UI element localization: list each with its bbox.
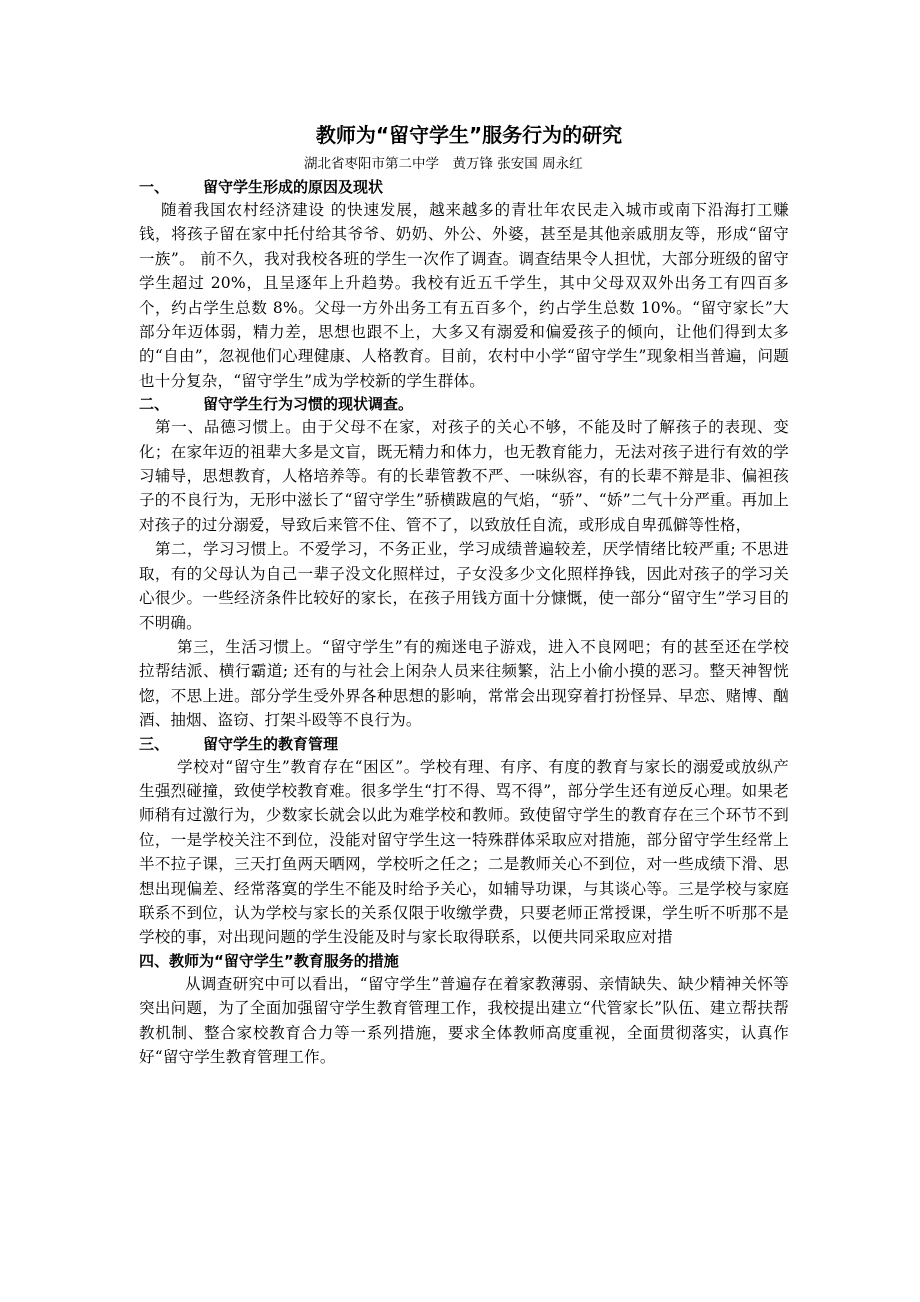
paragraph: 第二，学习习惯上。不爱学习，不务正业，学习成绩普遍较差，厌学情绪比较严重; 不思进取，有的父母认为自己一辈子没文化照样过，子女没多少文化照样挣钱，因此对孩子的学习关心很少。一些经济条件比较好的家长，在孩子用钱方面十分慷慨，使一部分“留守生”学习目的不明确。 (139, 540, 789, 632)
section-heading (139, 393, 789, 415)
section-number: 四、 (139, 951, 170, 970)
document-authors: 湖北省枣阳市第二中学 黄万锋 张安国 周永红 (304, 156, 583, 172)
section-title: 留守学生的教育管理 (203, 734, 339, 753)
section-title: 留守学生行为习惯的现状调查。 (203, 395, 414, 414)
section-4 (139, 950, 789, 1070)
section-number: 二、 (139, 395, 170, 414)
section-2 (139, 393, 789, 732)
paragraph: 从调查研究中可以看出，“留守学生”普遍存在着家教薄弱、亲情缺失、缺少精神关怀等突出问题，为了全面加强留守学生教育管理工作，我校提出建立“代管家长”队伍、建立帮扶帮教机制、整合家校教育合力等一系列措施，要求全体教师高度重视，全面贯彻落实，认真作好“留守学生教育管理工作。 (139, 974, 789, 1066)
paragraph: 学校对“留守生”教育存在“困区”。学校有理、有序、有度的教育与家长的溺爱或放纵产生强烈碰撞，致使学校教育难。很多学生“打不得、骂不得”，部分学生还有逆反心理。如果老师稍有过激行为，少数家长就会以此为难学校和教师。致使留守学生的教育存在三个环节不到位，一是学校关注不到位，没能对留守学生这一特殊群体采取应对措施，部分留守学生经常上半不拉子课，三天打鱼两天晒网，学校听之任之；二是教师关心不到位，对一些成绩下滑、思想出现偏差、经常落寞的学生不能及时给予关心，如辅导功课，与其谈心等。三是学校与家庭联系不到位，认为学校与家长的关系仅限于收缴学费，只要老师正常授课，学生听不听那不是学校的事，对出现问题的学生没能及时与家长取得联系，以便共同采取应对措 (139, 757, 789, 947)
section-1 (139, 176, 789, 393)
paragraph: 第三，生活习惯上。“留守学生”有的痴迷电子游戏，进入不良网吧；有的甚至还在学校拉帮结派、横行霸道; 还有的与社会上闲杂人员来往频繁，沾上小偷小摸的恶习。整天神智恍惚，不思上进。部分学生受外界各种思想的影响，常常会出现穿着打扮怪异、早恋、赌博、酗酒、抽烟、盗窃、打架斗殴等不良行为。 (139, 637, 789, 730)
section-heading (139, 950, 789, 972)
section-number: 一、 (139, 178, 170, 196)
document-page (139, 118, 789, 1069)
section-title: 留守学生形成的原因及现状 (203, 178, 384, 196)
section-heading (139, 176, 789, 198)
document-title: 教师为“留守学生”服务行为的研究 (315, 123, 623, 147)
section-heading (139, 733, 789, 755)
section-3 (139, 733, 789, 950)
paragraph: 随着我国农村经济建设 的快速发展，越来越多的青壮年农民走入城市或南下沿海打工赚钱，将孩子留在家中托付给其爷爷、奶奶、外公、外婆，甚至是其他亲戚朋友等，形成“留守一族”。 前不久，我对我校各班的学生一次作了调查。调查结果令人担忧，大部分班级的留守学生超过 20%，且呈逐年上升趋势。我校有近五千学生，其中父母双双外出务工有四百多个，约占学生总数 8%。父母一方外出务工有五百多个，约占学生总数 10%。“留守家长”大部分年迈体弱，精力差，思想也跟不上，大多又有溺爱和偏爱孩子的倾向，让他们得到太多的“自由”，忽视他们心理健康、人格教育。目前，农村中小学“留守学生”现象相当普遍，问题也十分复杂，“留守学生”成为学校新的学生群体。 (139, 201, 789, 390)
section-title: 教师为“留守学生”教育服务的措施 (169, 951, 399, 970)
section-number: 三、 (139, 734, 170, 753)
paragraph: 第一、品德习惯上。由于父母不在家，对孩子的关心不够，不能及时了解孩子的表现、变化；在家年迈的祖辈大多是文盲，既无精力和体力，也无教育能力，无法对孩子进行有效的学习辅导，思想教育，人格培养等。有的长辈管教不严、一味纵容，有的长辈不辩是非、偏袒孩子的不良行为，无形中滋长了“留守学生”骄横跋扈的气焰，“骄”、“娇”二气十分严重。再加上对孩子的过分溺爱，导致后来管不住、管不了，以致放任自流，或形成自卑孤僻等性格， (139, 418, 789, 534)
